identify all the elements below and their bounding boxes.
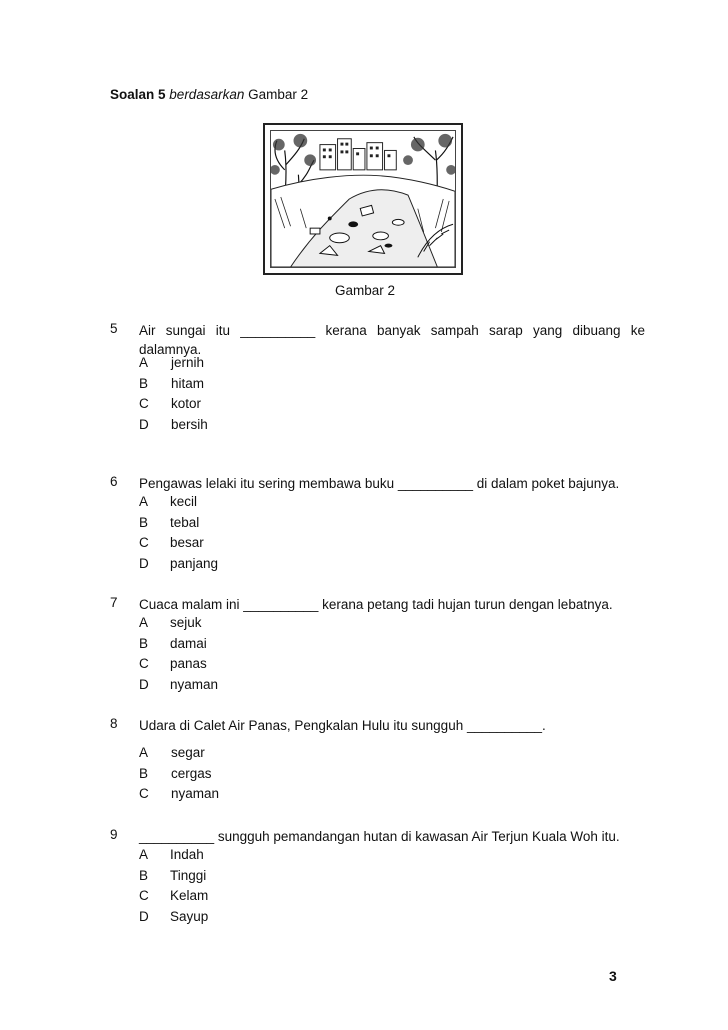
option-text: kotor	[171, 396, 202, 411]
question-number: 9	[110, 827, 118, 842]
question-text: Cuaca malam ini __________ kerana petang tadi hujan turun dengan lebatnya.	[139, 597, 613, 612]
question-text: __________ sungguh pemandangan hutan di kawasan Air Terjun Kuala Woh itu.	[139, 829, 620, 844]
heading-italic: berdasarkan	[169, 87, 245, 102]
option-text: damai	[170, 635, 207, 651]
option-text: cergas	[171, 765, 212, 781]
question-number: 8	[110, 716, 118, 731]
option-letter: C	[139, 396, 149, 411]
option-letter: B	[139, 765, 149, 781]
question-number: 6	[110, 474, 118, 489]
option-text: Indah	[170, 847, 204, 862]
option-letter: D	[139, 416, 149, 432]
option-text: tebal	[170, 514, 200, 530]
option-letter: A	[139, 745, 149, 760]
option-letter: A	[139, 494, 149, 509]
figure-caption: Gambar 2	[334, 283, 396, 298]
option-letter: B	[139, 867, 149, 883]
heading-bold: Soalan 5	[110, 87, 166, 102]
option-letter: C	[139, 888, 149, 903]
question-text: Pengawas lelaki itu sering membawa buku __________ di dalam poket bajunya.	[139, 476, 620, 491]
question-text: Udara di Calet Air Panas, Pengkalan Hulu itu sungguh __________.	[139, 718, 546, 733]
option-text: nyaman	[170, 676, 219, 692]
option-letter: A	[139, 355, 149, 370]
figure-frame	[263, 123, 463, 275]
option-text: hitam	[171, 375, 205, 391]
option-letter: D	[139, 676, 149, 692]
option-text: Tinggi	[170, 867, 207, 883]
option-text: nyaman	[171, 786, 220, 801]
option-letter: A	[139, 615, 149, 630]
option-text: segar	[171, 745, 205, 760]
option-letter: D	[139, 555, 149, 571]
option-text: Kelam	[170, 888, 209, 903]
river-illustration	[271, 131, 455, 267]
option-text: sejuk	[170, 615, 202, 630]
option-letter: D	[139, 908, 149, 924]
section-heading	[110, 87, 308, 102]
option-letter: A	[139, 847, 149, 862]
option-letter: C	[139, 786, 149, 801]
option-letter: C	[139, 535, 149, 550]
option-letter: C	[139, 656, 149, 671]
heading-rest: Gambar 2	[248, 87, 309, 102]
option-text: Sayup	[170, 908, 209, 924]
option-letter: B	[139, 635, 149, 651]
question-text: Air sungai itu __________ kerana banyak sampah sarap yang dibuang ke dalamnya.	[139, 323, 645, 357]
option-text: panjang	[170, 555, 219, 571]
option-text: panas	[170, 656, 207, 671]
option-text: bersih	[171, 416, 208, 432]
option-text: jernih	[171, 355, 205, 370]
option-letter: B	[139, 375, 149, 391]
question-number: 7	[110, 595, 118, 610]
option-letter: B	[139, 514, 149, 530]
page-number: 3	[609, 968, 617, 984]
question-number: 5	[110, 321, 118, 336]
option-text: kecil	[170, 494, 198, 509]
polluted-river-icon	[270, 130, 456, 268]
option-text: besar	[170, 535, 204, 550]
